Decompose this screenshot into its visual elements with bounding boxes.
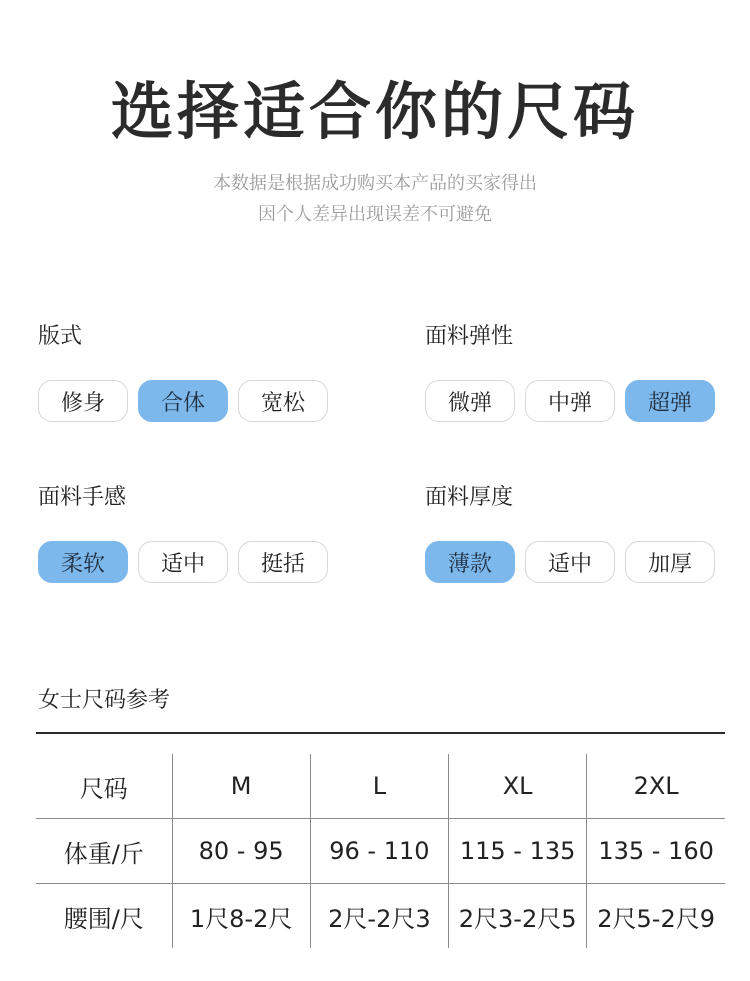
size-table-title: 女士尺码参考	[38, 688, 171, 713]
elasticity-option-slight[interactable]: 微弹	[425, 380, 515, 422]
thickness-option-moderate[interactable]: 适中	[525, 541, 615, 583]
hand-feel-option-crisp[interactable]: 挺括	[238, 541, 328, 583]
table-cell: 115 - 135	[449, 819, 587, 884]
table-cell: 2尺5-2尺9	[587, 884, 725, 949]
hand-feel-options	[38, 541, 328, 583]
elasticity-label: 面料弹性	[425, 324, 514, 349]
hand-feel-label: 面料手感	[38, 485, 127, 510]
fit-group	[38, 322, 305, 416]
size-table	[36, 754, 725, 948]
table-row	[36, 884, 725, 949]
hand-feel-group	[38, 483, 305, 577]
hand-feel-option-soft[interactable]: 柔软	[38, 541, 128, 583]
size-table-divider	[36, 732, 725, 734]
fit-option-slim[interactable]: 修身	[38, 380, 128, 422]
table-row	[36, 819, 725, 884]
table-header-row	[36, 754, 725, 819]
hand-feel-option-moderate[interactable]: 适中	[138, 541, 228, 583]
elasticity-options	[425, 380, 715, 422]
table-cell: 135 - 160	[587, 819, 725, 884]
table-cell: 2尺-2尺3	[310, 884, 448, 949]
thickness-options	[425, 541, 715, 583]
table-header-cell: XL	[449, 754, 587, 819]
table-cell: 80 - 95	[172, 819, 310, 884]
thickness-option-thick[interactable]: 加厚	[625, 541, 715, 583]
fit-options	[38, 380, 328, 422]
subtitle-line-1: 本数据是根据成功购买本产品的买家得出	[213, 173, 537, 194]
table-header-cell: L	[310, 754, 448, 819]
table-cell: 体重/斤	[36, 819, 172, 884]
thickness-option-thin[interactable]: 薄款	[425, 541, 515, 583]
fit-option-regular[interactable]: 合体	[138, 380, 228, 422]
fit-option-loose[interactable]: 宽松	[238, 380, 328, 422]
table-header-cell: 2XL	[587, 754, 725, 819]
subtitle-line-2: 因个人差异出现误差不可避免	[258, 204, 492, 225]
table-header-cell: M	[172, 754, 310, 819]
page-title: 选择适合你的尺码	[110, 75, 639, 148]
table-header-cell: 尺码	[79, 774, 128, 803]
elasticity-option-super[interactable]: 超弹	[625, 380, 715, 422]
elasticity-option-medium[interactable]: 中弹	[525, 380, 615, 422]
table-cell: 1尺8-2尺	[172, 884, 310, 949]
thickness-group	[425, 483, 692, 577]
fit-label: 版式	[38, 324, 83, 349]
table-cell: 腰围/尺	[36, 884, 172, 949]
thickness-label: 面料厚度	[425, 485, 514, 510]
elasticity-group	[425, 322, 692, 416]
table-cell: 2尺3-2尺5	[449, 884, 587, 949]
table-cell: 96 - 110	[310, 819, 448, 884]
